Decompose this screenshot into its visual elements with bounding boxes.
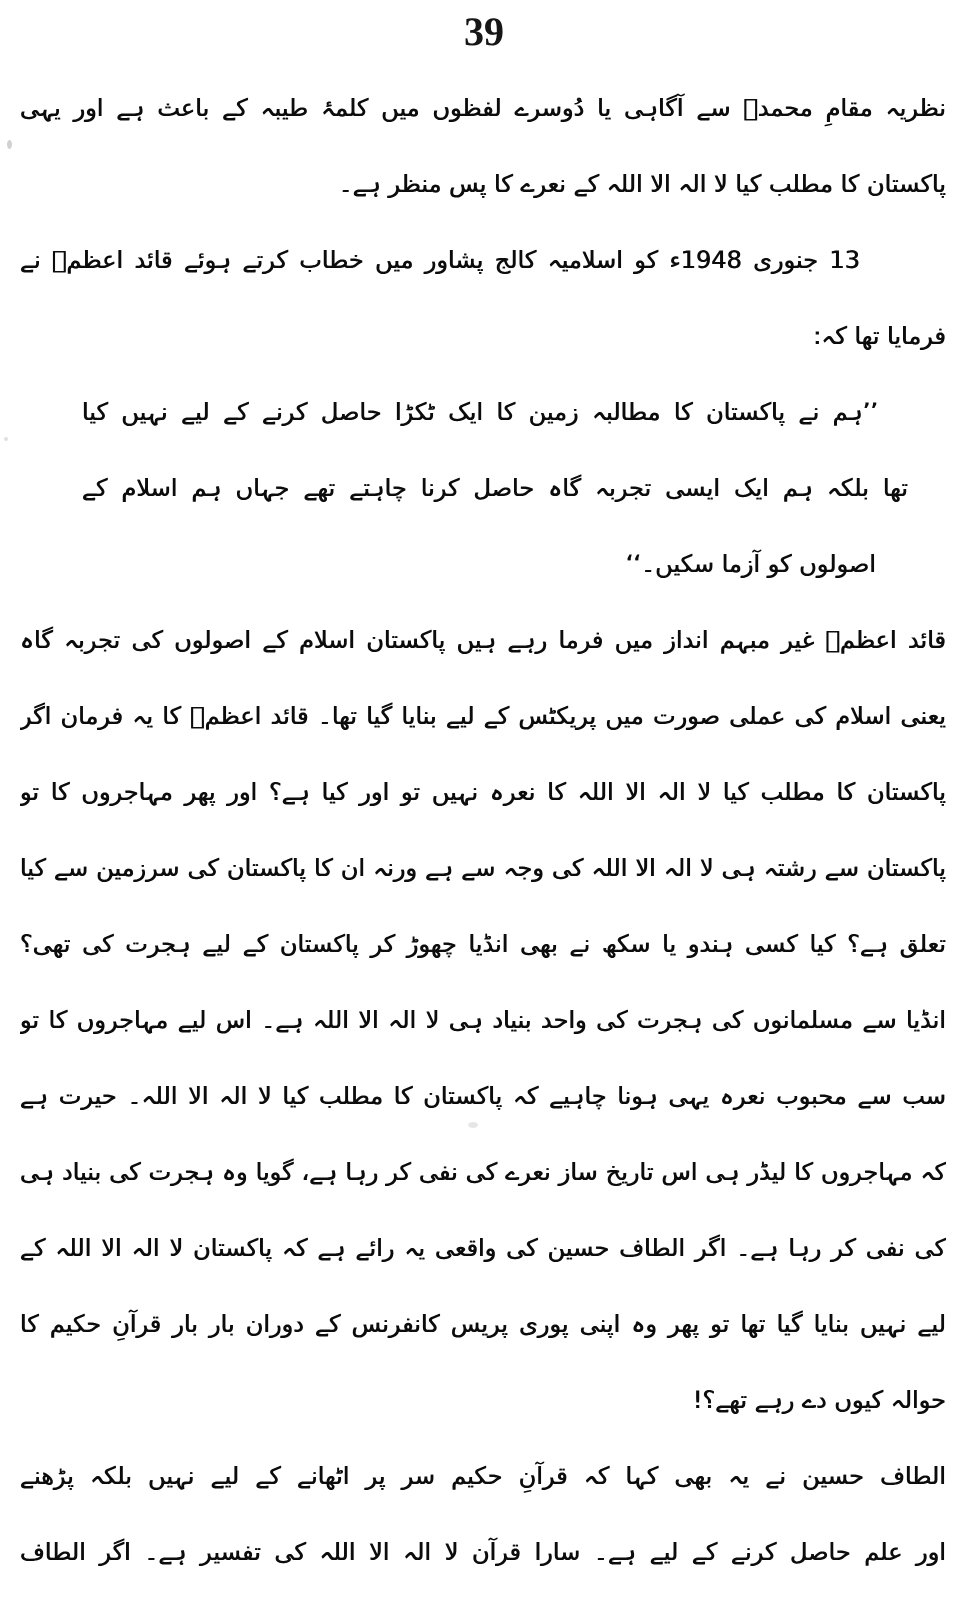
quote-line: اصولوں کو آزما سکیں۔‘‘: [625, 550, 876, 578]
text-line: یعنی اسلام کی عملی صورت میں پریکٹس کے لیے بنایا گیا تھا۔ قائد اعظمؒ کا یہ فرمان اگر: [20, 702, 946, 730]
text-line: پاکستان سے رشتہ ہی لا الہ الا اللہ کی وجہ سے ہے ورنہ ان کا پاکستان کی سرزمین سے کیا: [20, 854, 946, 882]
text-line: کہ مہاجروں کا لیڈر ہی اس تاریخ ساز نعرے کی نفی کر رہا ہے، گویا وہ ہجرت کی بنیاد ہی: [20, 1158, 946, 1186]
text-line: نظریہ مقامِ محمدؐ سے آگاہی یا دُوسرے لفظوں میں کلمۂ طیبہ کے باعث ہے اور یہی: [20, 94, 946, 122]
text-line: 13 جنوری 1948ء کو اسلامیہ کالج پشاور میں خطاب کرتے ہوئے قائد اعظمؒ نے: [20, 246, 860, 274]
text-line: تعلق ہے؟ کیا کسی ہندو یا سکھ نے بھی انڈیا چھوڑ کر پاکستان کے لیے ہجرت کی تھی؟: [20, 930, 946, 958]
scan-smudge: [7, 140, 12, 149]
scan-smudge: [468, 1122, 478, 1128]
text-line: اور علم حاصل کرنے کے لیے ہے۔ سارا قرآن لا الہ الا اللہ کی تفسیر ہے۔ اگر الطاف: [20, 1538, 946, 1566]
text-line: کی نفی کر رہا ہے۔ اگر الطاف حسین کی واقعی یہ رائے ہے کہ پاکستان لا الہ الا اللہ کے: [20, 1234, 946, 1262]
text-line: سب سے محبوب نعرہ یہی ہونا چاہیے کہ پاکستان کا مطلب کیا لا الہ الا اللہ۔ حیرت ہے: [20, 1082, 946, 1110]
text-line: الطاف حسین نے یہ بھی کہا کہ قرآنِ حکیم سر پر اٹھانے کے لیے نہیں بلکہ پڑھنے: [20, 1462, 946, 1490]
text-line: حوالہ کیوں دے رہے تھے؟!: [692, 1386, 946, 1414]
quote-line: تھا بلکہ ہم ایک ایسی تجربہ گاہ حاصل کرنا چاہتے تھے جہاں ہم اسلام کے: [82, 474, 908, 502]
quote-line: ’’ہم نے پاکستان کا مطالبہ زمین کا ایک ٹکڑا حاصل کرنے کے لیے نہیں کیا: [82, 398, 878, 426]
page-number: 39: [464, 9, 504, 54]
scan-smudge: [4, 437, 8, 441]
text-line: لیے نہیں بنایا گیا تھا تو پھر وہ اپنی پوری پریس کانفرنس کے دوران بار بار قرآنِ حکیم کا: [20, 1310, 946, 1338]
text-line: قائد اعظمؒ غیر مبہم انداز میں فرما رہے ہیں پاکستان اسلام کے اصولوں کی تجربہ گاہ: [20, 626, 946, 654]
page-body: [0, 62, 968, 1590]
text-line: پاکستان کا مطلب کیا لا الہ الا اللہ کے نعرے کا پس منظر ہے۔: [338, 170, 946, 198]
text-line: پاکستان کا مطلب کیا لا الہ الا اللہ کا نعرہ نہیں تو اور کیا ہے؟ اور پھر مہاجروں کا تو: [20, 778, 946, 806]
text-line: انڈیا سے مسلمانوں کی ہجرت کی واحد بنیاد ہی لا الہ الا اللہ ہے۔ اس لیے مہاجروں کا تو: [20, 1006, 946, 1034]
text-line: فرمایا تھا کہ:: [813, 322, 946, 350]
